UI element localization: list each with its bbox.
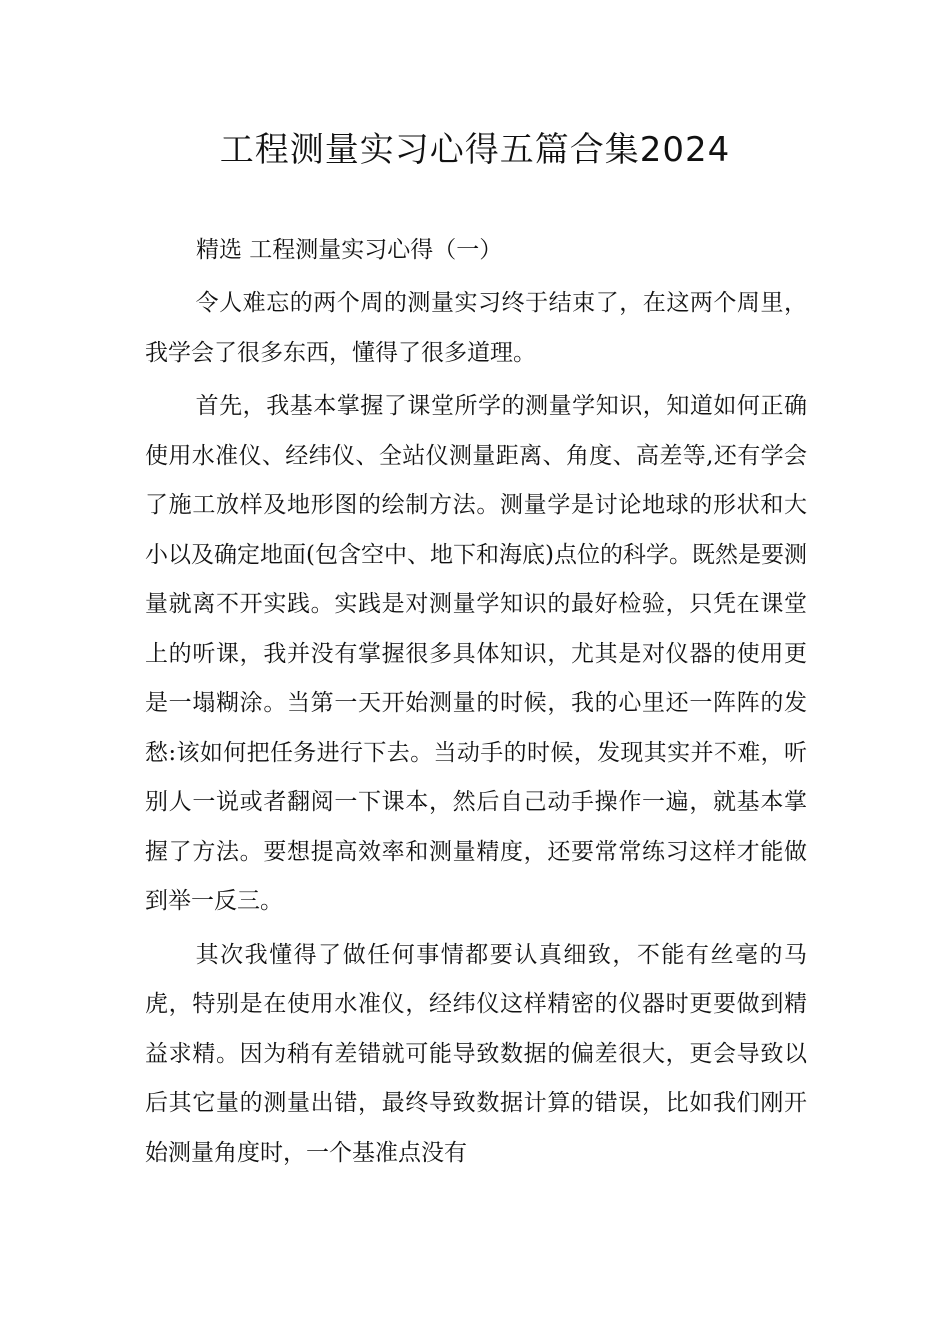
paragraph-1: 令人难忘的两个周的测量实习终于结束了，在这两个周里，我学会了很多东西，懂得了很多道理。 [145, 290, 807, 366]
paragraph-2: 首先，我基本掌握了课堂所学的测量学知识，知道如何正确使用水准仪、经纬仪、全站仪测量距离、角度、高差等,还有学会了施工放样及地形图的绘制方法。测量学是讨论地球的形状和大小以及确定地面(包含空中、地下和海底)点位的科学。既然是要测量就离不开实践。实践是对测量学知识的最好检验，只凭在课堂上的听课，我并没有掌握很多具体知识，尤其是对仪器的使用更是一塌糊涂。当第一天开始测量的时候，我的心里还一阵阵的发愁:该如何把任务进行下去。当动手的时候，发现其实并不难，听别人一说或者翻阅一下课本，然后自己动手操作一遍，就基本掌握了方法。要想提高效率和测量精度，还要常常练习这样才能做到举一反三。 [145, 393, 807, 914]
section-heading: 精选 工程测量实习心得（一） [196, 237, 503, 263]
document-body [145, 279, 807, 1182]
document-title: 工程测量实习心得五篇合集2024 [219, 130, 731, 170]
paragraph-3: 其次我懂得了做任何事情都要认真细致，不能有丝毫的马虎，特别是在使用水准仪，经纬仪这样精密的仪器时更要做到精益求精。因为稍有差错就可能导致数据的偏差很大，更会导致以后其它量的测量出错，最终导致数据计算的错误，比如我们刚开始测量角度时，一个基准点没有 [145, 941, 807, 1166]
